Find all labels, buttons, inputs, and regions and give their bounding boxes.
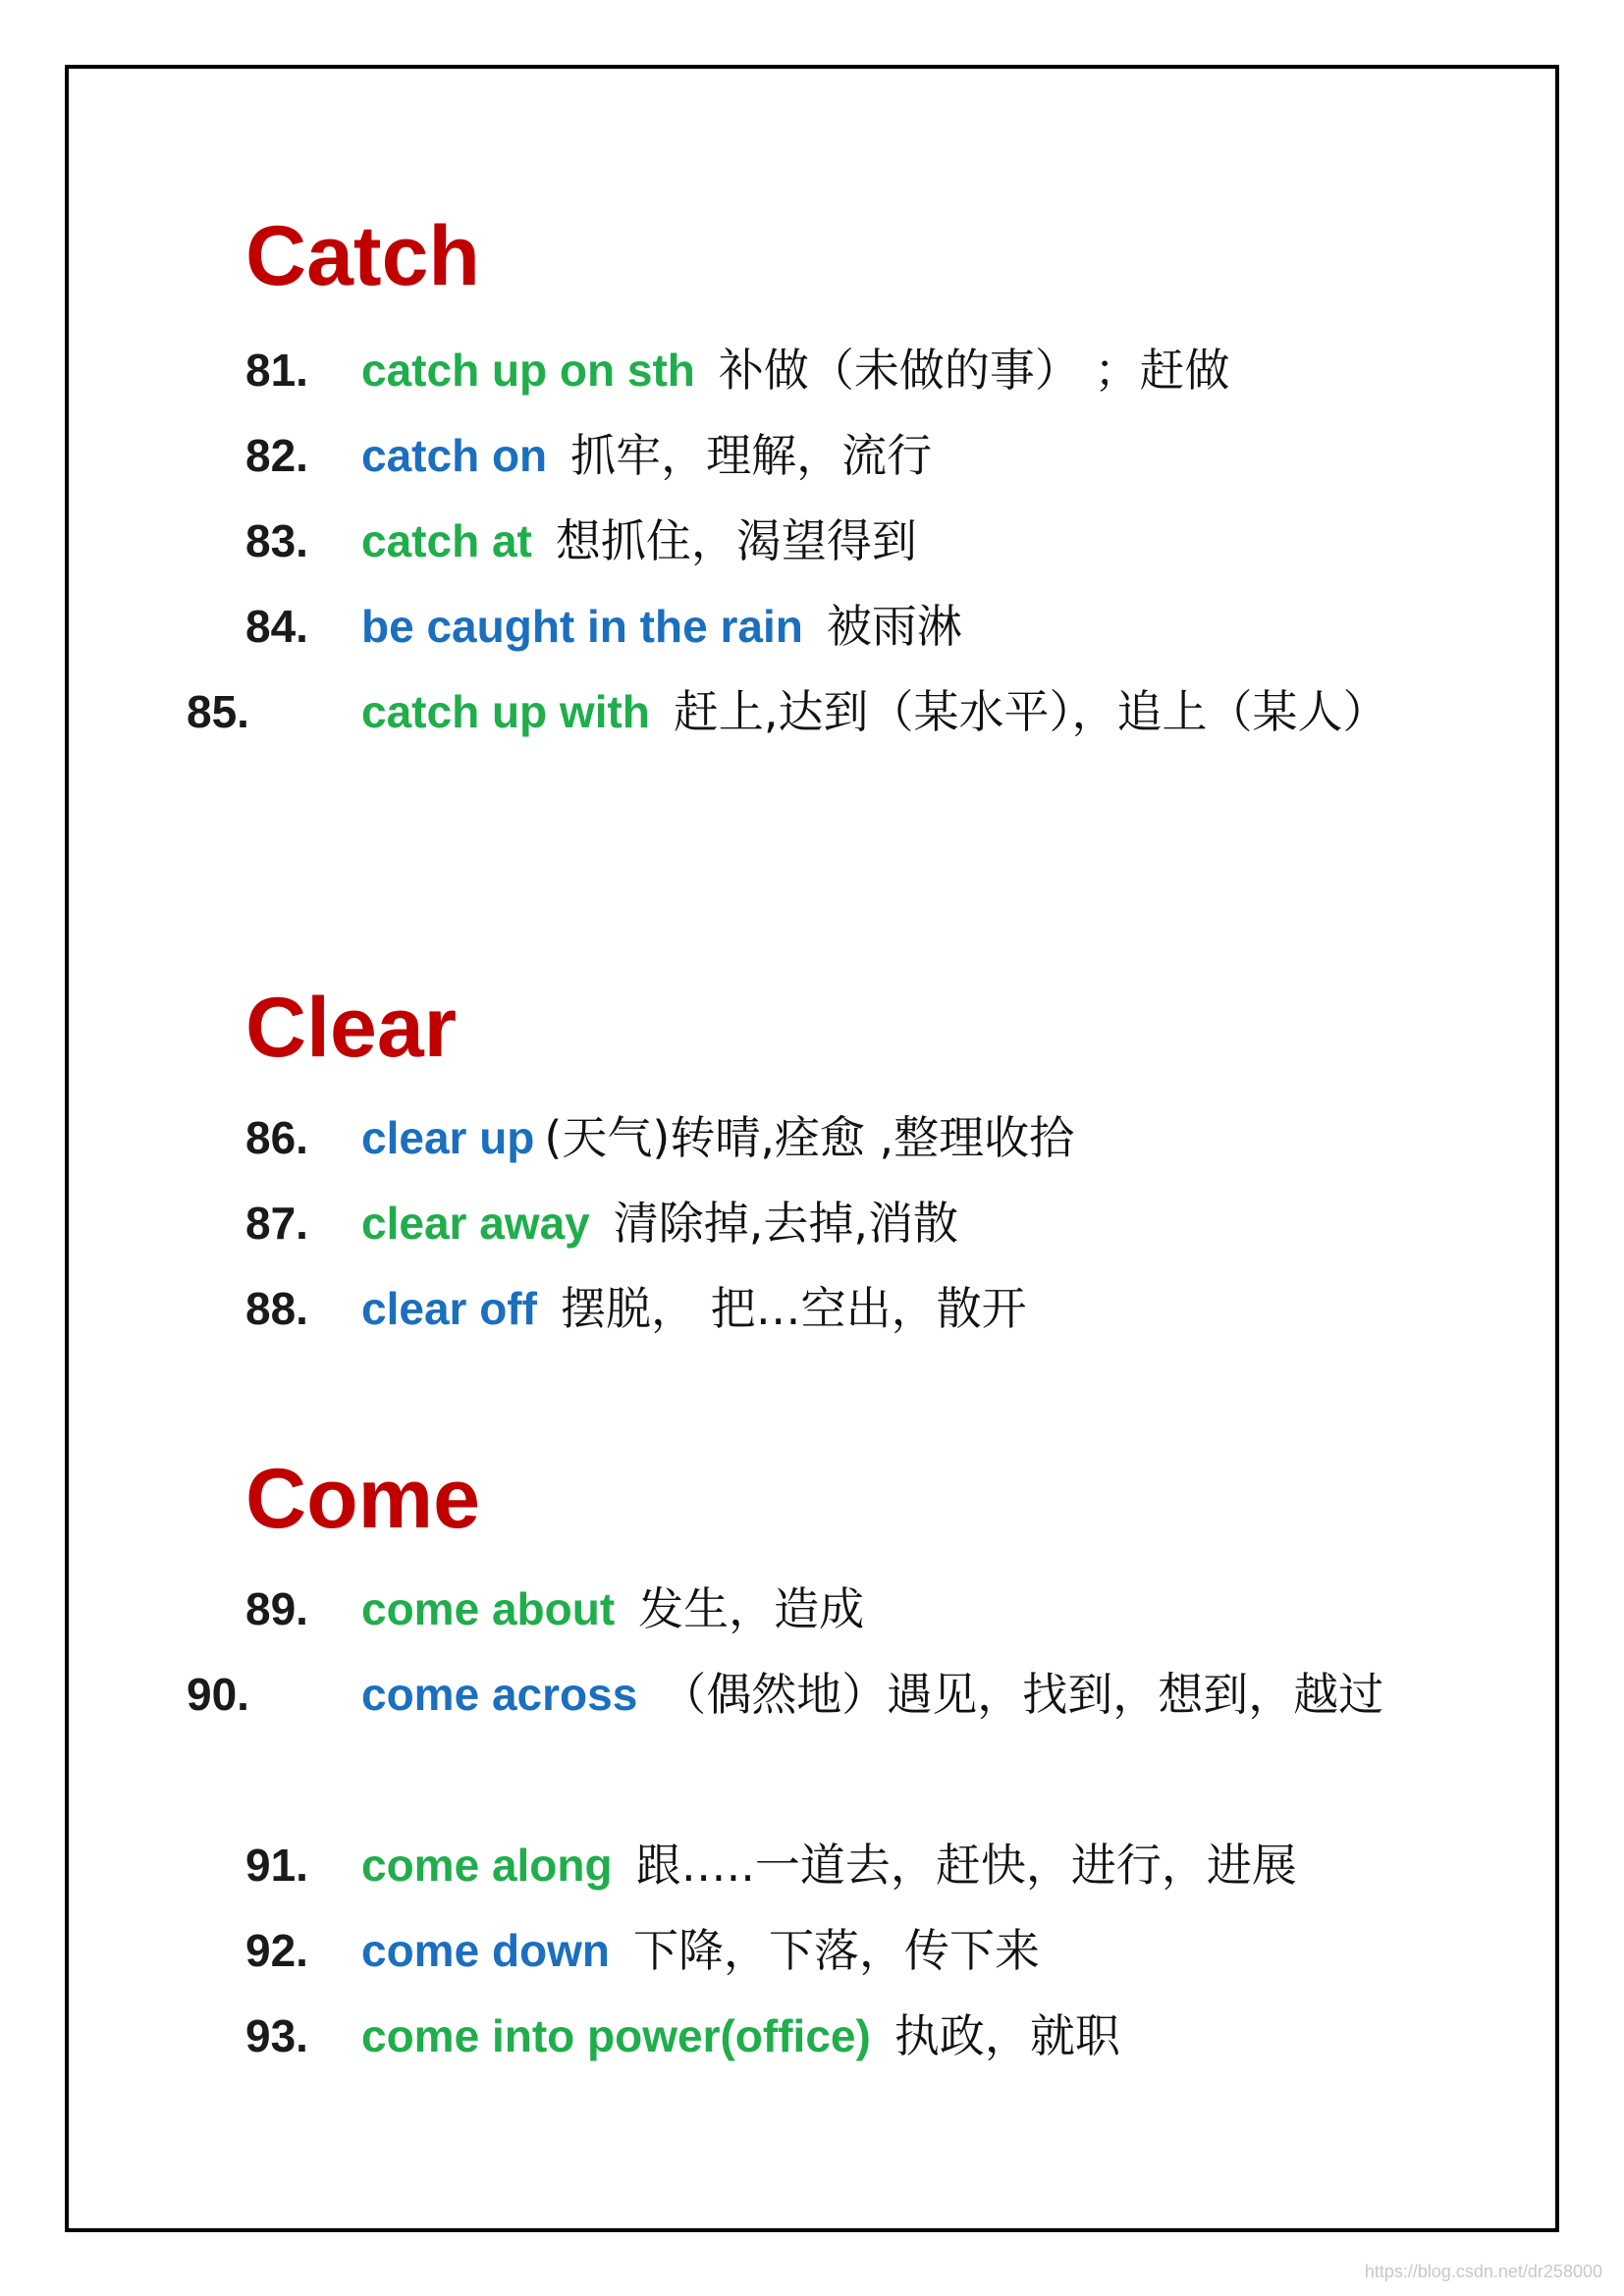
entry-meaning: 下降，下落，传下来: [633, 1924, 1041, 1977]
entry-number: 85.: [187, 686, 249, 737]
entry-meaning: （偶然地）遇见，找到，想到，越过: [661, 1668, 1384, 1721]
entry-phrase: come into power(office): [361, 2010, 871, 2061]
entry-phrase: come about: [361, 1583, 616, 1634]
entry-number: 83.: [245, 515, 308, 566]
section-title-catch: Catch: [245, 209, 480, 303]
entry-number: 81.: [245, 345, 308, 396]
entry-meaning: 补做（未做的事） ；赶做: [718, 344, 1230, 397]
entry-phrase: be caught in the rain: [361, 601, 803, 652]
entry-meaning: 清除掉,去掉,消散: [613, 1197, 958, 1250]
list-item: [245, 584, 1404, 669]
entry-meaning: 抓牢，理解，流行: [570, 429, 933, 482]
entry-number: 87.: [245, 1198, 308, 1249]
entry-meaning: 被雨淋: [826, 600, 962, 653]
entry-meaning: 想抓住，渴望得到: [555, 514, 917, 567]
list-item: [245, 328, 1404, 413]
entry-phrase: come down: [361, 1925, 611, 1976]
list-item: [245, 1994, 1404, 2079]
entry-phrase: come across: [361, 1669, 638, 1720]
entry-phrase: catch up on sth: [361, 345, 695, 396]
entry-number: 82.: [245, 430, 308, 481]
entry-phrase: clear away: [361, 1198, 590, 1249]
list-item: [245, 1181, 1404, 1266]
entry-phrase: clear off: [361, 1283, 537, 1334]
entry-phrase: catch at: [361, 515, 532, 566]
entry-meaning: 赶上,达到（某水平），追上（某人）: [673, 685, 1388, 738]
entry-meaning: 摆脱， 把…空出，散开: [560, 1282, 1027, 1335]
entry-number: 86.: [245, 1112, 308, 1163]
list-item: [245, 1567, 1404, 1652]
list-item: [245, 499, 1404, 584]
entry-number: 84.: [245, 601, 308, 652]
entry-phrase: come along: [361, 1840, 613, 1891]
list-item: [245, 1823, 1404, 1908]
entry-number: 92.: [245, 1925, 308, 1976]
entry-meaning: 执政，就职: [893, 2009, 1120, 2062]
entry-phrase: catch up with: [361, 686, 650, 737]
entry-meaning: 发生，造成: [638, 1582, 865, 1635]
entry-meaning: 跟…..一道去，赶快，进行，进展: [635, 1839, 1297, 1892]
entry-number: 93.: [245, 2010, 308, 2061]
list-item: [245, 1095, 1404, 1181]
entry-number: 90.: [187, 1669, 249, 1720]
list-item: [245, 413, 1404, 499]
entry-meaning: (天气)转晴,痊愈 ,整理收拾: [544, 1111, 1075, 1164]
list-item: [245, 1908, 1404, 1994]
list-item: [187, 669, 1404, 755]
entry-phrase: catch on: [361, 430, 548, 481]
entry-number: 89.: [245, 1583, 308, 1634]
section-title-clear: Clear: [245, 981, 458, 1075]
entry-number: 88.: [245, 1283, 308, 1334]
list-item: [245, 1266, 1404, 1352]
watermark-url: https://blog.csdn.net/dr258000: [1364, 2262, 1602, 2281]
list-item: [187, 1652, 1404, 1737]
entry-phrase: clear up: [361, 1112, 535, 1163]
entry-number: 91.: [245, 1840, 308, 1891]
section-title-come: Come: [245, 1452, 480, 1546]
